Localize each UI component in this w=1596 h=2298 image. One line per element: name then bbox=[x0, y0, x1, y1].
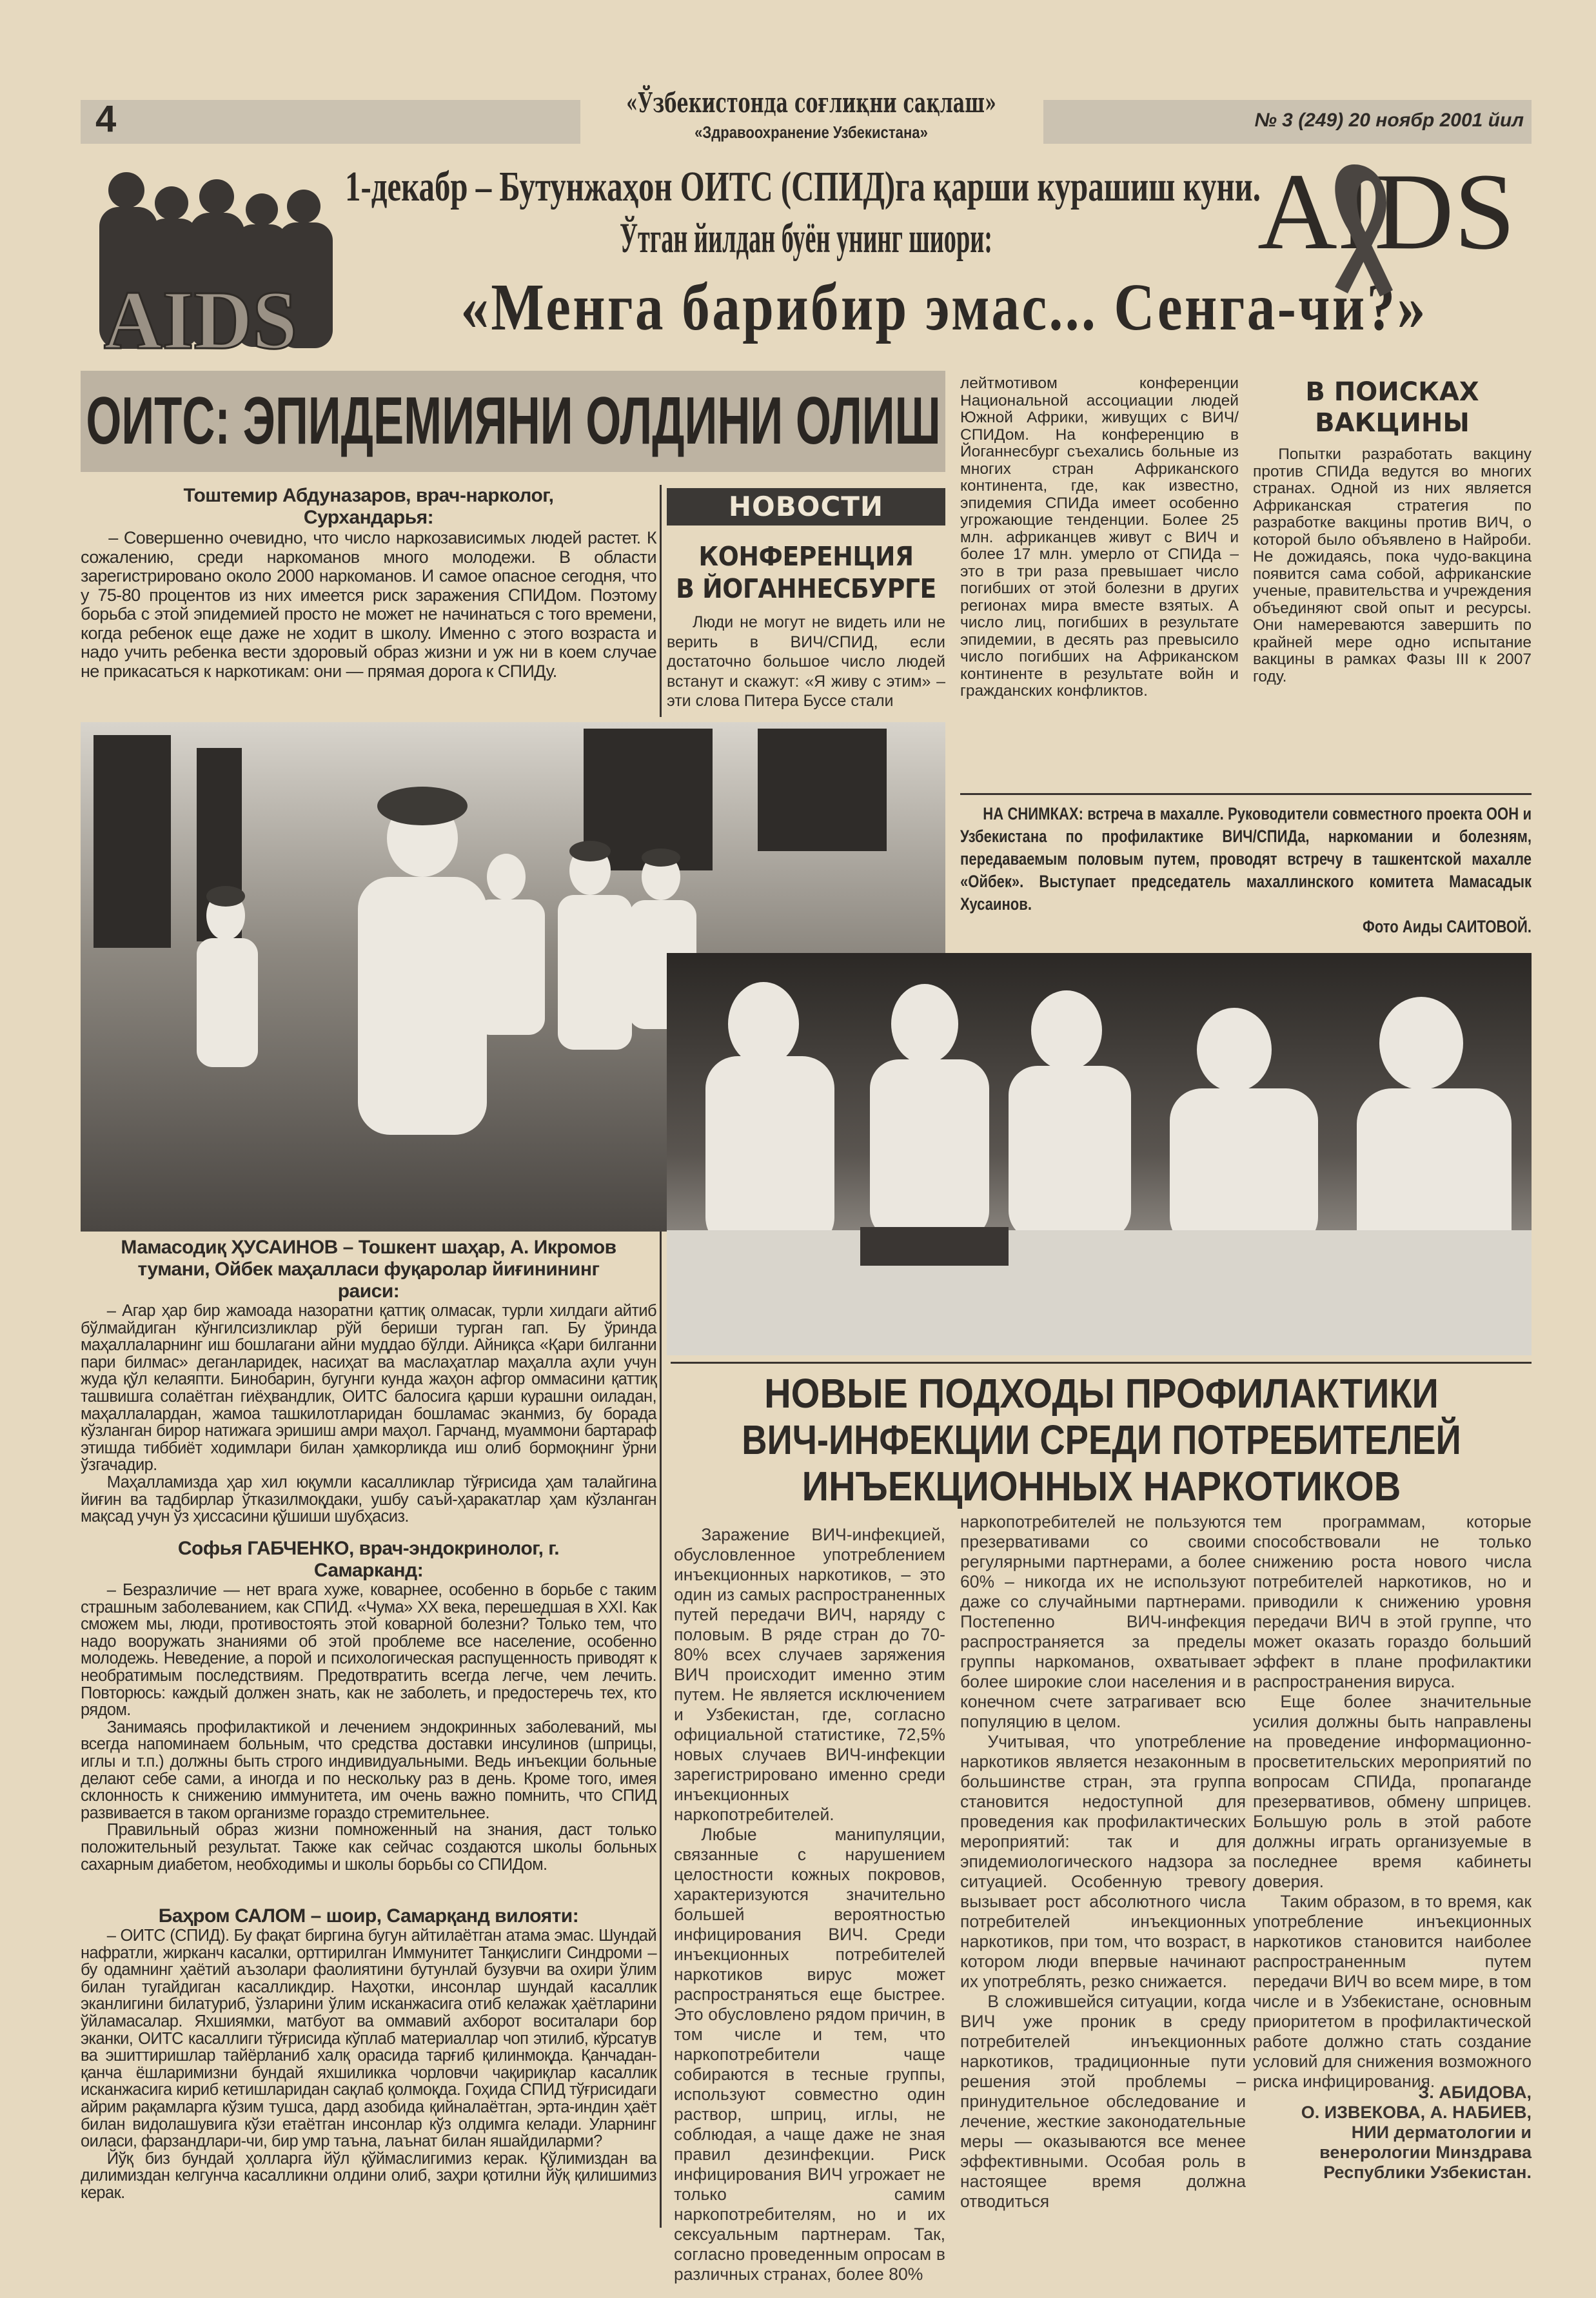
article-paragraph: наркопотребителей не пользуются презервативами со своими регулярными партнерами, а более 60% – никогда их не используют даже со случайными партнерами. Постепенно ВИЧ-инфекция распространяется за пределы группы наркоманов, охватывает более широкие слои населения и в конечном счете затрагивает всю популяцию в целом. bbox=[960, 1512, 1246, 1731]
caption-divider bbox=[960, 793, 1532, 795]
aids-ribbon-logo bbox=[1257, 152, 1522, 300]
signature-line: НИИ дерматологии и bbox=[1351, 2123, 1532, 2142]
opinion-husainov bbox=[81, 1237, 656, 1527]
opinion-paragraph: – Безразличие — нет врага хуже, коварнее, особенно в борьбе с таким страшным заболеванием, как СПИД. «Чума» XX века, перешедшая в XXI. Как сможем мы, люди, противостоять этой коварной болезни? Только тем, что надо вооружать знаниями об этой проблеме все население, особенно молодежь. Неведение, а порой и психологическая распущенность приводят к необратимым последствиям. Предотвратить всегда легче, чем лечить. Повторюсь: каждый должен знать, как не заболеть, и предостеречь тех, кто рядом. bbox=[81, 1581, 656, 1720]
news-paragraph: Люди не могут не видеть или не верить в ВИЧ/СПИД, если достаточно большое число людей встанут и скажут: «Я живу с этим» – эти слова Питера Буссе стали bbox=[667, 613, 945, 710]
aids-right-text: AIDS bbox=[1257, 151, 1515, 272]
signature-line: О. ИЗВЕКОВА, А. НАБИЕВ, bbox=[1301, 2103, 1532, 2122]
speaker-name: Тоштемир Абдуназаров, врач-нарколог, Сурхандарья: bbox=[183, 485, 554, 528]
masthead-ru: «Здравоохранение Узбекистана» bbox=[694, 123, 928, 142]
article-top-rule bbox=[671, 1362, 1532, 1364]
news-title-line: В ЙОГАННЕСБУРГЕ bbox=[676, 573, 936, 604]
article-paragraph: Таким образом, в то время, как употребление инъекционных наркотиков становится наиболее распространенным путем передачи ВИЧ во всем мире, в том числе и в Узбекистане, основным приоритетом в профилактической работе должно стать создание условий для снижения возможного риска инфицирования. bbox=[1253, 1892, 1532, 2091]
opinion-paragraph: – Совершенно очевидно, что число наркозависимых людей растет. К сожалению, среди наркоманов много молодежи. В области зарегистрировано около 2000 наркоманов. И самое опасное сегодня, что у 75-80 процентов из них имеется риск заражения СПИДом. Поэтому борьба с этой эпидемией просто не может не начинаться с того времени, когда ребенок еще даже не ходит в школу. Именно с этого возраста и надо учить ребенка вести здоровый образ жизни и уж ни в коем случае не прикасаться к наркотикам: они — прямая дорога к СПИДу. bbox=[81, 528, 656, 681]
news-label: НОВОСТИ bbox=[728, 491, 884, 522]
opinion-paragraph: Правильный образ жизни помноженный на знания, даст только положительный результат. Также как сейчас создаются школы больных сахарным диабетом, необходимы и школы борьбы со СПИДом. bbox=[81, 1821, 656, 1874]
section-title-box bbox=[81, 371, 945, 472]
opinion-paragraph: – Агар ҳар бир жамоада назоратни қаттиқ олмасак, турли хилдаги айтиб бўлмайдиган кўнгилсизликлар рўй бериши турган гап. Бу ўринда маҳаллаларнинг иш бошлагани айни муддао бўлди. Айниқса «Қари билганни пари билмас» деганларидек, насиҳат ва маслаҳатлар маҳалла аҳли учун жуда қўл келаяпти. Бинобарин, бугунги кунда жаҳон афгор оммасини қаттиқ ташвишга солаётган гиёҳвандлик, ОИТС балосига қарши курашни оиладан, маҳаллалардан, жамоа ташкилотларидан бошламас эканмиз, бу борада кўзланган бирор натижага эришиш амри маҳол. Гарчанд, муаммони бартараф этишда тиббиёт ходимлари билан ҳамкорликда иш олиб бормоқнинг ўрни ўзгачадир. bbox=[81, 1302, 656, 1475]
article-paragraph: Любые манипуляции, связанные с нарушением целостности кожных покровов, характеризуются значительно большей вероятностью инфицирования ВИЧ. Среди инъекционных потребителей наркотиков вирус может распространяться еще быстрее. Это обусловлено рядом причин, в том числе и тем, что наркопотребители чаще собираются в тесные группы, используют совместно один раствор, шприц, иглы, не соблюдая, а чаще даже не зная правил дезинфекции. Риск инфицирования ВИЧ угрожает не только самим наркопотребителям, но и их сексуальным партнерам. Так, согласно проведенным опросам в различных странах, более 80% bbox=[674, 1825, 945, 2284]
caption-text bbox=[960, 803, 1532, 916]
article-paragraph: тем программам, которые способствовали не только снижению роста нового числа потребителей наркотиков, но и приводили к снижению уровня передачи ВИЧ в этой группе, что может оказать гораздо больший эффект в плане профилактики распространения вируса. bbox=[1253, 1512, 1532, 1691]
news-paragraph: лейтмотивом конференции Национальной ассоциации людей Южной Африки, живущих с ВИЧ/СПИДом. На конференцию в Йоганнесбург съехались больные из многих стран Африканского континента, где, как известно, эпидемия СПИДа имеет особенно угрожающие тенденции. Более 25 млн. африканцев живут с ВИЧ и более 17 млн. умерло от СПИДа – это в три раза превышает число погибших от этой болезни в других регионах мира вместе взятых. А число лиц, погибших в результате эпидемии, в десять раз превысило число погибших на Африканском континенте в результате войн и гражданских конфликтов. bbox=[960, 375, 1239, 700]
speaker-name: Мамасодиқ ҲУСАИНОВ – Тошкент шаҳар, А. Икромов тумани, Ойбек маҳалласи фуқаролар йиғинининг раиси: bbox=[121, 1237, 616, 1302]
article-paragraph: В сложившейся ситуации, когда ВИЧ уже проник в среду потребителей инъекционных наркотиков, традиционные пути решения этой проблемы – принудительное обследование и лечение, жесткие законодательные меры — оказываются все менее эффективными. Особая роль в настоящее время должна отводиться bbox=[960, 1992, 1246, 2211]
opinion-paragraph: – ОИТС (СПИД). Бу фақат биргина бугун айтилаётган атама эмас. Шундай нафратли, жирканч касалки, орттирилган Иммунитет Танқислиги Синдроми – бу одамнинг ҳаётий аъзолари фаолиятини бутунлай бузувчи ва охири ўлим билан тугайдиган касалликдир. Наҳотки, инсонлар шундай касаллик эканлигини билатуриб, ўзларини ўлим исканжасига отиб келажак ҳаётларини ўйламасалар. Яхшиямки, матбуот ва оммавий ахборот воситалари бор эканки, ОИТС касаллиги тўғрисида кўплаб материаллар чоп этилиб, кўрсатув ва эшиттиришлар тайёрланиб халқ орасида тарғиб қилинмоқда. Қанчадан-қанча ёшларимизни бундай яхшиликка чорловчи чақириқлар касаллик исканжасига кириб кетишларидан сақлаб қолмоқда. Гоҳида СПИД тўғрисидаги айрим рақамларга кўзим тушса, дард азобида қийналаётган, эрта-индин ҳаёт билан видолашувига кўзи етаётган инсонлар кўз олдимга келади. Уларнинг оиласи, фарзандлари-чи, бир умр таъна, лаънат билан яшайдиларми? bbox=[81, 1927, 656, 2151]
news-title-line: КОНФЕРЕНЦИЯ bbox=[698, 541, 914, 572]
article-signature bbox=[1225, 2083, 1532, 2183]
slogan: «Менга барибир эмас... Сенга-чи?» bbox=[460, 270, 1428, 344]
page-number: 4 bbox=[95, 98, 117, 140]
masthead bbox=[584, 87, 1038, 152]
article-title-line: ИНЪЕКЦИОННЫХ НАРКОТИКОВ bbox=[802, 1463, 1401, 1509]
article-column-1 bbox=[674, 1525, 945, 2284]
article-paragraph: Учитывая, что употребление наркотиков является незаконным в большинстве стран, эта группа становится недоступной для проведения как профилактических мероприятий: так и для эпидемиологического надзора за ситуацией. Особенную тревогу вызывает рост абсолютного числа потребителей инъекционных наркотиков, при том, что возраст, в котором люди впервые начинают их употреблять, резко снижается. bbox=[960, 1732, 1246, 1991]
opinion-paragraph: Маҳалламизда ҳар хил юқумли касалликлар тўғрисида ҳам талайгина йиғин ва тадбирлар ўтказилмоқдаки, ушбу саъй-ҳаракатлар ҳам кўзланган мақсад учун ўз ҳиссасини қўшиши шубҳасиз. bbox=[81, 1473, 656, 1526]
signature-line: Республики Узбекистан. bbox=[1323, 2163, 1532, 2182]
header-left-bar bbox=[81, 100, 580, 144]
signature-line: венерологии Минздрава bbox=[1319, 2143, 1532, 2162]
news-label-box bbox=[667, 488, 945, 525]
issue-info: № 3 (249) 20 ноябр 2001 йил bbox=[1254, 110, 1524, 131]
article-paragraph: Еще более значительные усилия должны быть направлены на проведение информационно-просветительских мероприятий по вопросам СПИДа, пропаганде презервативов, обмену шприцев. Большую роль в этой работе должны играть организуемые в последнее время кабинеты доверия. bbox=[1253, 1692, 1532, 1891]
vaccine-title-line: ВАКЦИНЫ bbox=[1315, 408, 1470, 438]
vaccine-title bbox=[1253, 377, 1532, 438]
section-title: ОИТС: ЭПИДЕМИЯНИ ОЛДИНИ ОЛИШ bbox=[85, 384, 941, 458]
caption-body: встреча в махалле. Руководители совместного проекта ООН и Узбекистана по профилактике ВИЧ/СПИДа, наркомании и болезням, передаваемым половым путем, проводят встречу в ташкентской махалле «Ойбек». Выступает председатель махаллинского комитета Мамасадык Хусаинов. bbox=[960, 804, 1532, 914]
column-divider bbox=[660, 485, 662, 717]
aids-left-text: AIDS bbox=[104, 274, 297, 367]
opinion-gabchenko bbox=[81, 1538, 656, 1892]
news-body-part1 bbox=[667, 613, 945, 716]
vaccine-title-line: В ПОИСКАХ bbox=[1305, 377, 1479, 407]
speaker-name: Софья ГАБЧЕНКО, врач-эндокринолог, г. Самарканд: bbox=[177, 1538, 560, 1581]
speaker-name: Баҳром САЛОМ – шоир, Самарқанд вилояти: bbox=[158, 1905, 579, 1927]
vaccine-body bbox=[1253, 446, 1532, 788]
opinion-salom bbox=[81, 1905, 656, 2228]
column-divider bbox=[660, 1232, 662, 2228]
masthead-uz: «Ўзбекистонда соғлиқни сақлаш» bbox=[626, 87, 996, 119]
news-body-part2 bbox=[960, 375, 1239, 788]
signature-line: З. АБИДОВА, bbox=[1418, 2083, 1532, 2102]
opinion-paragraph: Занимаясь профилактикой и лечением эндокринных заболеваний, мы всегда напоминаем больным, что средства доставки инсулинов (шприцы, иглы и т.п.) должны быть строго индивидуальными. Ведь инъекции больные делают себе сами, а иногда и по нескольку раз в день. Кроме того, имея склонность к снижению иммунитета, им очень важно помнить, что СПИД развивается в таком организме гораздо стремительнее. bbox=[81, 1718, 656, 1822]
article-title-line: НОВЫЕ ПОДХОДЫ ПРОФИЛАКТИКИ bbox=[764, 1370, 1439, 1417]
photo-credit: Фото Аиды САИТОВОЙ. bbox=[1363, 917, 1532, 936]
world-aids-day-line: 1-декабр – Бутунжаҳон ОИТС (СПИД)га қарши курашиш куни. bbox=[345, 163, 1261, 210]
opinion-paragraph: Йўқ биз бундай ҳолларга йўл қўймаслигимиз керак. Қўлимиздан ва дилимиздан келгунча касалликни олдини олиб, заҳри қотилни йўқ қилишимиз керак. bbox=[81, 2149, 656, 2202]
article-column-3 bbox=[1253, 1512, 1532, 2091]
caption-lead: НА СНИМКАХ: bbox=[983, 804, 1083, 823]
article-column-2 bbox=[960, 1512, 1246, 2231]
vaccine-paragraph: Попытки разработать вакцину против СПИДа ведутся во многих странах. Одной из них является Африканская стратегия по разработке вакцины против ВИЧ, о которой было объявлено в Найроби. Не дожидаясь, пока чудо-вакцина появится сама собой, африканские ученые, правительства и учреждения объединяют свой опыт и ресурсы. Они намереваются завершить по крайней мере одно испытание вакцины в рамках Фазы III к 2007 году. bbox=[1253, 446, 1532, 685]
photo-project-leaders bbox=[667, 953, 1532, 1355]
article-paragraph: Заражение ВИЧ-инфекцией, обусловленное употреблением инъекционных наркотиков, – это один из самых распространенных путей передачи ВИЧ, наряду с половым. В ряде стран до 70-80% всех случаев заряжения ВИЧ происходит именно этим путем. Не является исключением и Узбекистан, где, согласно официальной статистике, 72,5% новых случаев ВИЧ-инфекции зарегистрировано именно среди инъекционных наркопотребителей. bbox=[674, 1525, 945, 1824]
aids-people-logo bbox=[88, 164, 359, 367]
article-title-line: ВИЧ-ИНФЕКЦИИ СРЕДИ ПОТРЕБИТЕЛЕЙ bbox=[742, 1417, 1461, 1463]
photo-caption bbox=[960, 803, 1532, 938]
opinion-abdunazarov bbox=[81, 485, 656, 717]
slogan-intro: Ўтган йилдан буён унинг шиори: bbox=[619, 215, 993, 262]
